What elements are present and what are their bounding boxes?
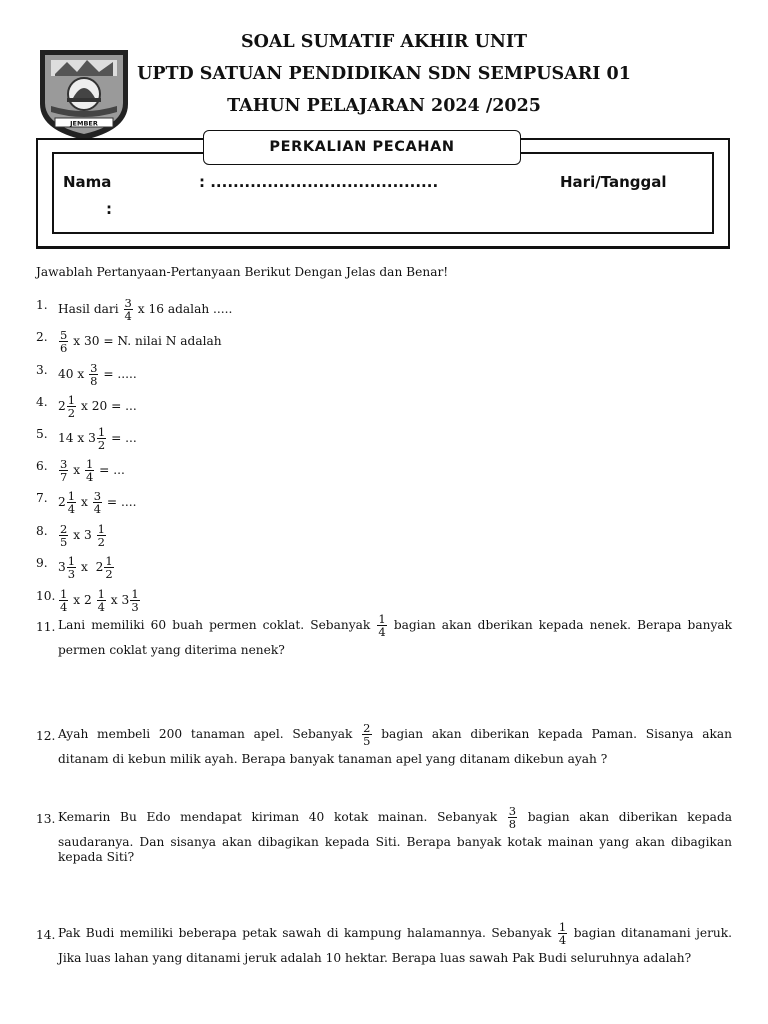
fraction: $\frac{2}{5}$: [363, 721, 371, 748]
fraction: $\frac{1}{4}$: [60, 587, 68, 614]
nama-label: Nama: [63, 173, 112, 191]
jember-emblem-logo: [37, 46, 131, 142]
fraction: $\frac{3}{4}$: [93, 489, 102, 516]
fraction: $\frac{1}{4}$: [558, 920, 567, 947]
fraction: $\frac{1}{4}$: [85, 457, 94, 484]
hari-tanggal-label: Hari/Tanggal: [560, 173, 667, 191]
svg-text:JEMBER: JEMBER: [70, 119, 98, 128]
fraction: $\frac{1}{2}$: [105, 554, 113, 581]
fraction: $\frac{3}{8}$: [508, 804, 517, 831]
fraction: $\frac{1}{2}$: [67, 393, 76, 420]
fraction: $\frac{2}{5}$: [60, 522, 68, 549]
header-line-2: UPTD SATUAN PENDIDIKAN SDN SEMPUSARI 01: [137, 64, 631, 84]
fraction: $\frac{5}{6}$: [60, 328, 68, 355]
fraction: $\frac{3}{4}$: [124, 296, 132, 323]
fraction: $\frac{1}{3}$: [131, 587, 139, 614]
nama-answer-line[interactable]: : ........................................: [199, 173, 439, 191]
hari-tanggal-colon[interactable]: :: [106, 200, 112, 218]
fraction: $\frac{3}{8}$: [90, 361, 98, 388]
fraction: $\frac{1}{4}$: [97, 587, 105, 614]
topic-label: PERKALIAN PECAHAN: [203, 130, 521, 165]
fraction: $\frac{1}{4}$: [67, 489, 76, 516]
instruction-text: Jawablah Pertanyaan-Pertanyaan Berikut Dengan Jelas dan Benar!: [36, 265, 449, 279]
fraction: $\frac{1}{4}$: [378, 612, 386, 639]
fraction: $\frac{3}{7}$: [60, 457, 68, 484]
header-line-1: SOAL SUMATIF AKHIR UNIT: [240, 32, 528, 52]
fraction: $\frac{1}{2}$: [97, 522, 105, 549]
header-line-3: TAHUN PELAJARAN 2024 /2025: [227, 96, 541, 116]
fraction: $\frac{1}{3}$: [67, 554, 76, 581]
fraction: $\frac{1}{2}$: [97, 425, 106, 452]
